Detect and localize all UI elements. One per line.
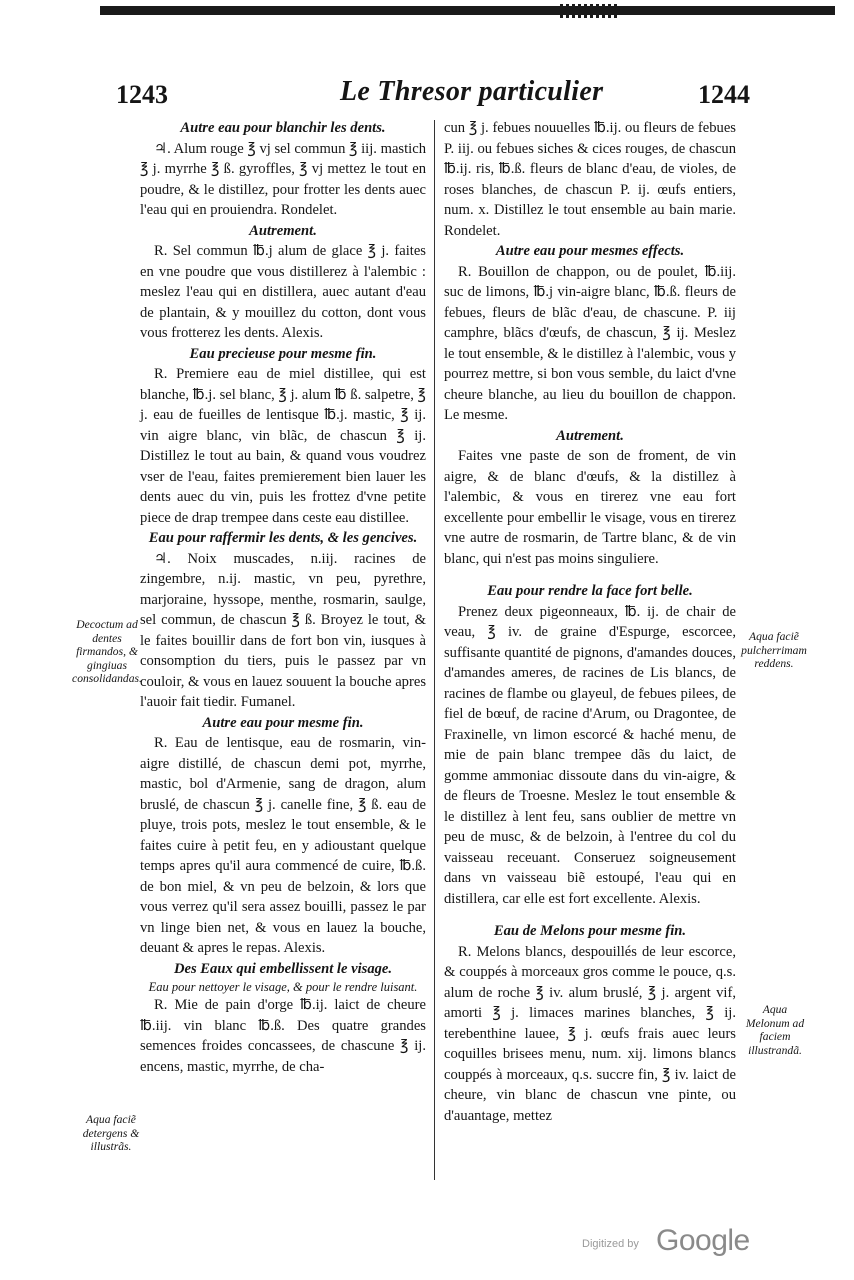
left-column [140, 118, 426, 1077]
section-heading: Eau pour raffermir les dents, & les gencives. [148, 530, 418, 546]
recipe-paragraph: Faites vne paste de son de froment, de vin aigre, & de blanc d'œufs, & la distillez à l'alembic, & vous en tirerez vne eau fort excellente pour embellir le visage, vous en tirerez vne autre de rosmarin, de Tartre blanc, & de vin blanc, qui n'est pas moins singuliere. [444, 448, 736, 567]
section-heading: Autrement. [556, 427, 624, 444]
section-heading: Eau de Melons pour mesme fin. [493, 923, 687, 939]
top-rule [100, 6, 835, 15]
section-heading: Eau pour rendre la face fort belle. [487, 583, 693, 599]
recipe-paragraph: cun ℥ j. febues nouuelles ℔.ij. ou fleurs de febues P. iij. ou febues siches & cices rouges, de chascun ℔.ij. ris, ℔.ß. fleurs de blanc d'eau, de violes, de roses blanches, de chascun P. ij. œufs entiers, num. x. Distillez le tout ensemble au bain marie. Rondelet. [444, 120, 736, 239]
digitization-watermark [582, 1224, 782, 1264]
page-number-right: 1244 [698, 80, 750, 109]
recipe-paragraph: R. Sel commun ℔.j alum de glace ℥ j. faites en vne poudre que vous distillerez à l'alembic : meslez l'eau qui en distillera, auec autant d'eau de plantain, & y mouillez du cotton, dont vous vous frotterez les dents. Alexis. [140, 243, 426, 341]
right-column [444, 118, 736, 1126]
section-gap [444, 909, 736, 921]
watermark-label: Digitized by [582, 1238, 639, 1250]
margin-note-aqua-melonum: Aqua Melonum ad faciem illustrandã. [745, 1003, 805, 1057]
margin-note-aqua-detergens: Aqua faciẽ detergens & illustrãs. [82, 1113, 140, 1153]
recipe-paragraph: R. Mie de pain d'orge ℔.ij. laict de cheure ℔.iij. vin blanc ℔.ß. Des quatre grandes semences froides concassees, de chascune ℥ ij. encens, mastic, myrrhe, de cha- [140, 997, 426, 1075]
google-logo: Google [656, 1224, 750, 1257]
page-header [110, 76, 750, 112]
recipe-paragraph: Prenez deux pigeonneaux, ℔. ij. de chair de veau, ℥ iv. de graine d'Espurge, escorcee, suffisante quantité de pignons, d'amandes douces, d'amandes ameres, de racines de Lis blancs, de racines de flambe ou glayeul, de febues pilees, de fiel de bœuf, de racine d'Arum, ou Dragontee, de Fraxinelle, vn limon escorcé & haché menu, de mie de pain blanc trempee dãs du laict, de gomme ammoniac dissoute dans du vin-aigre, & de fleurs de Troesne. Meslez le tout ensemble & le distillez à lent feu, sans oublier de mettre vn peu de musc, & de belzoin, à l'entree du col du vaisseau receuant. Conseruez soigneusement dans vn vaisseau biẽ estoupé, l'eau qui en distillera, car elle est fort excellente. Alexis. [444, 603, 736, 907]
column-divider [434, 120, 435, 1180]
margin-note-aqua-pulcherrimam: Aqua faciẽ pulcherrimam reddens. [741, 630, 807, 670]
recipe-paragraph: R. Melons blancs, despouillés de leur escorce, & couppés à morceaux gros comme le pouce, q.s. alum de roche ℥ iv. alum bruslé, ℥ j. argent vif, amorti ℥ j. limaces marines blanches, ℥ ij. terebenthine lauee, ℥ j. œufs frais auec leurs coquilles brisees menu, num. xij. limons blancs couppés à morceaux, q.s. succre fin, ℥ iv. laict de cheure, vin blanc de chascun vne pinte, ou d'auantage, mettez [444, 943, 736, 1124]
recipe-paragraph: R. Bouillon de chappon, ou de poulet, ℔.iij. suc de limons, ℔.j vin-aigre blanc, ℔.ß. fleurs de febues, fleurs de blãc d'eau, de chascune. P. iij camphre, blãcs d'œufs, de chascun, ℥ ij. Meslez le tout ensemble, & le distillez à l'alembic, vous y pourrez mettre, si bon vous semble, du laict d'vne cheure blanche, au lieu du bouillon de chappon. Le mesme. [444, 263, 736, 423]
section-heading: Des Eaux qui embellissent le visage. [173, 960, 393, 977]
section-heading: Autre eau pour blanchir les dents. [180, 120, 386, 136]
section-heading: Autre eau pour mesmes effects. [495, 243, 685, 259]
page-number-left: 1243 [116, 80, 168, 109]
section-heading: Eau precieuse pour mesme fin. [189, 345, 377, 362]
section-heading: Autre eau pour mesme fin. [202, 714, 364, 731]
top-rule-texture [560, 4, 620, 18]
section-subheading: Eau pour nettoyer le visage, & pour le rendre luisant. [148, 980, 418, 994]
recipe-paragraph: R. Eau de lentisque, eau de rosmarin, vin-aigre distillé, de chascun demi pot, myrrhe, mastic, bol d'Armenie, sang de dragon, alum bruslé, de chascun ℥ j. canelle fine, ℥ ß. eau de pluye, trois pots, meslez le tout ensemble, & le faites cuire à petit feu, en y adioustant quelque temps apres qu'il aura commencé de cuire, ℔.ß. de bon miel, & vn peu de belzoin, & lors que vous verrez qu'il sera assez bouilli, passez le par vn linge bien net, & vous en lauez la bouche, deuant & apres le repas. Alexis. [140, 735, 426, 956]
recipe-paragraph: ♃. Noix muscades, n.iij. racines de zingembre, n.ij. mastic, vn peu, pyrethre, marjoraine, hyssope, menthe, rosmarin, saulge, sel commun, de chascun ℥ ß. Broyez le tout, & le faites bouillir dans de fort bon vin, iusques à consomption du tiers, puis le passez par vn couloir, & vous en lauez souuent la bouche apres l'auoir fait tiedir. Fumanel. [140, 550, 426, 710]
section-heading: Autrement. [249, 222, 317, 239]
recipe-paragraph: ♃. Alum rouge ℥ vj sel commun ℥ iij. mastich ℥ j. myrrhe ℥ ß. gyroffles, ℥ vj mettez le tout en poudre, & le distillez, pour frotter les dents auec l'eau qui en prouiendra. Rondelet. [140, 140, 426, 218]
recipe-paragraph: R. Premiere eau de miel distillee, qui est blanche, ℔.j. sel blanc, ℥ j. alum ℔ ß. salpetre, ℥ j. eau de fueilles de lentisque ℔.j. mastic, ℥ ij. vin aigre blanc, vin blãc, de chascun ℥ ij. Distillez le tout au bain, & quand vous voudrez vser de l'eau, faites premierement bien lauer les dents auec du vin, puis les frottez d'vne petite piece de drap trempee dans ceste eau distillee. [140, 366, 426, 526]
section-gap [444, 569, 736, 581]
margin-note-decoctum: Decoctum ad dentes firmandos, & gingiuas consolidandas. [72, 618, 142, 685]
running-title: Le Thresor particulier [340, 76, 604, 107]
